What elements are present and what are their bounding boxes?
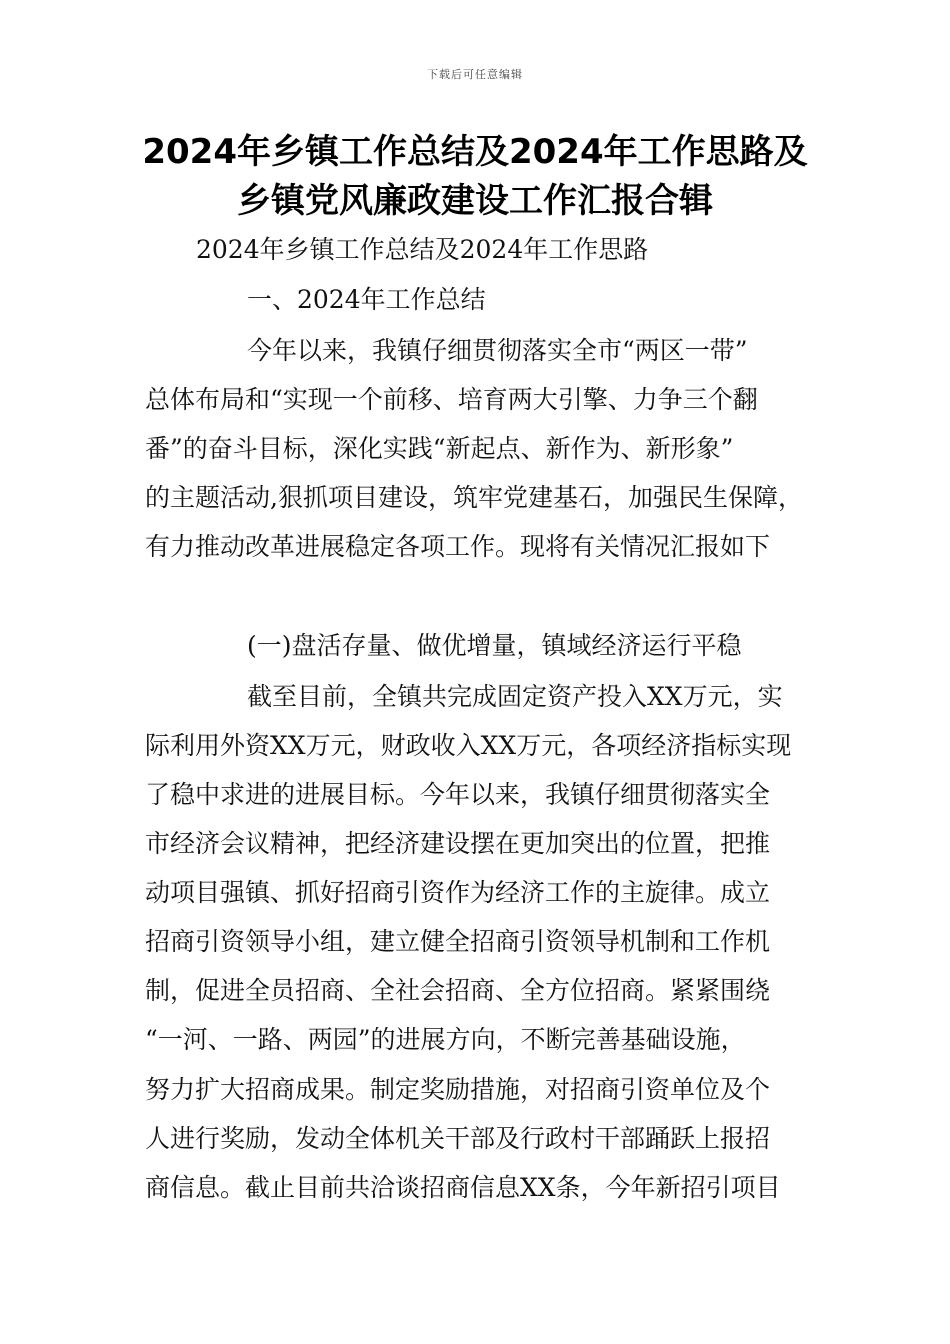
paragraph-line: 的主题活动,狠抓项目建设，筑牢党建基石，加强民生保障， — [145, 483, 803, 512]
paragraph-line: 今年以来，我镇仔细贯彻落实全市“两区一带” — [247, 336, 748, 365]
paragraph-line: 有力推动改革进展稳定各项工作。现将有关情况汇报如下 — [145, 532, 771, 561]
paragraph-line: 总体布局和“实现一个前移、培育两大引擎、力争三个翻 — [145, 385, 758, 414]
paragraph-line: 际利用外资XX万元，财政收入XX万元，各项经济指标实现 — [145, 731, 792, 760]
subsection-heading: (一)盘活存量、做优增量，镇域经济运行平稳 — [247, 631, 742, 660]
section-heading: 一、2024年工作总结 — [247, 285, 486, 314]
paragraph-line: 人进行奖励，发动全体机关干部及行政村干部踊跃上报招 — [145, 1124, 771, 1153]
paragraph-line: 招商引资领导小组，建立健全招商引资领导机制和工作机 — [145, 927, 771, 956]
paragraph-line: 番”的奋斗目标，深化实践“新起点、新作为、新形象” — [145, 434, 734, 463]
paragraph-line: 截至目前，全镇共完成固定资产投入XX万元，实 — [247, 682, 783, 711]
document-subtitle: 2024年乡镇工作总结及2024年工作思路 — [196, 235, 649, 264]
paragraph-line: 了稳中求进的进展目标。今年以来，我镇仔细贯彻落实全 — [145, 780, 771, 809]
page-header-note: 下载后可任意编辑 — [427, 68, 523, 81]
document-title-line-1: 2024年乡镇工作总结及2024年工作思路及 — [142, 132, 808, 172]
paragraph-line: 努力扩大招商成果。制定奖励措施，对招商引资单位及个 — [145, 1075, 771, 1104]
paragraph-line: 动项目强镇、抓好招商引资作为经济工作的主旋律。成立 — [145, 878, 771, 907]
paragraph-line: 商信息。截止目前共洽谈招商信息XX条，今年新招引项目 — [145, 1173, 781, 1202]
paragraph-line: 市经济会议精神，把经济建设摆在更加突出的位置，把推 — [145, 829, 771, 858]
paragraph-line: 制，促进全员招商、全社会招商、全方位招商。紧紧围绕 — [145, 976, 771, 1005]
paragraph-line: “一河、一路、两园”的进展方向，不断完善基础设施， — [145, 1025, 746, 1054]
document-title-line-2: 乡镇党风廉政建设工作汇报合辑 — [237, 181, 713, 221]
